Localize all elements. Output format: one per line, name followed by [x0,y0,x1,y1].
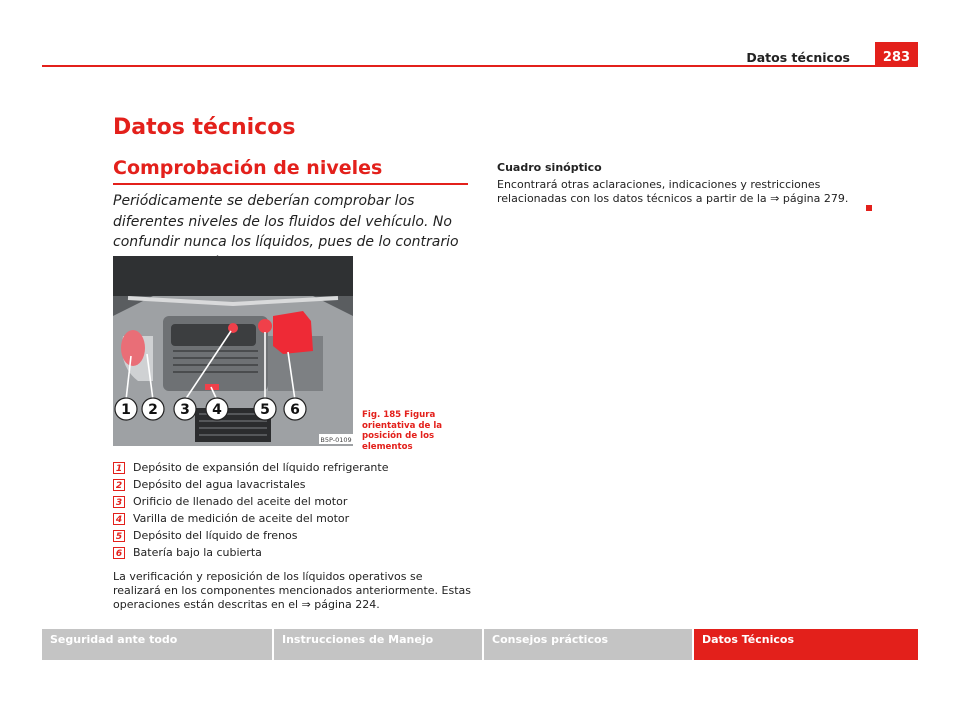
legend-list [113,461,473,563]
section-rule [113,183,468,185]
legend-number: 3 [113,496,125,508]
legend-number: 2 [113,479,125,491]
legend-text: Varilla de medición de aceite del motor [133,512,350,525]
engine-bay-figure [113,256,353,446]
callout-5-label: 5 [260,402,270,418]
main-heading: Datos técnicos [113,115,296,140]
section-intro: Periódicamente se deberían comprobar los diferentes niveles de los fluidos del vehículo. No confundir nunca los líquidos, pues de lo contrario [113,193,459,250]
brake-fluid-cap [258,319,272,333]
callout-5 [254,398,276,420]
callout-6 [284,398,306,420]
callout-2 [142,398,164,420]
legend-text: Batería bajo la cubierta [133,546,262,559]
footer-tab-consejos[interactable]: Consejos prácticos [484,629,692,660]
list-item [113,461,473,478]
end-marker [866,205,872,211]
header-rule [42,65,918,67]
legend-number: 4 [113,513,125,525]
callout-3 [174,398,196,420]
figure-code: B5P-0109 [320,436,352,444]
callout-3-label: 3 [180,402,190,418]
footer-tab-datos-tecnicos[interactable]: Datos Técnicos [694,629,918,660]
legend-number: 1 [113,462,125,474]
body-paragraph: La verificación y reposición de los líquidos operativos se realizará en los componentes mencionados anteriormente. Estas operaciones están descritas en el ⇒ página 224. [113,570,472,611]
callout-1-label: 1 [121,402,131,418]
sidebar-title: Cuadro sinóptico [497,161,602,174]
legend-number: 6 [113,547,125,559]
legend-text: Depósito del líquido de frenos [133,529,298,542]
battery-cover [273,311,313,354]
running-title: Datos técnicos [746,50,850,65]
legend-text: Orificio de llenado del aceite del motor [133,495,348,508]
engine-cover [171,324,256,346]
coolant-reservoir [121,330,145,366]
hood-shadow [113,256,353,296]
list-item [113,546,473,563]
legend-text: Depósito del agua lavacristales [133,478,306,491]
oil-cap [228,323,238,333]
list-item [113,512,473,529]
sidebar-text: Encontrará otras aclaraciones, indicaciones y restricciones relacionadas con los datos técnicos a partir de la ⇒ página 279. [497,178,849,205]
section-heading: Comprobación de niveles [113,157,383,179]
callout-2-label: 2 [148,402,158,418]
page-number: 283 [875,42,918,67]
legend-number: 5 [113,530,125,542]
footer-tab-instrucciones[interactable]: Instrucciones de Manejo [274,629,482,660]
callout-6-label: 6 [290,402,300,418]
callout-1 [115,398,137,420]
list-item [113,529,473,546]
list-item [113,478,473,495]
callout-4-label: 4 [212,402,222,418]
footer-tab-seguridad[interactable]: Seguridad ante todo [42,629,272,660]
list-item [113,495,473,512]
legend-text: Depósito de expansión del líquido refrigerante [133,461,389,474]
figure-caption: Fig. 185 Figura orientativa de la posición de los elementos [362,410,443,452]
callout-4 [206,398,228,420]
